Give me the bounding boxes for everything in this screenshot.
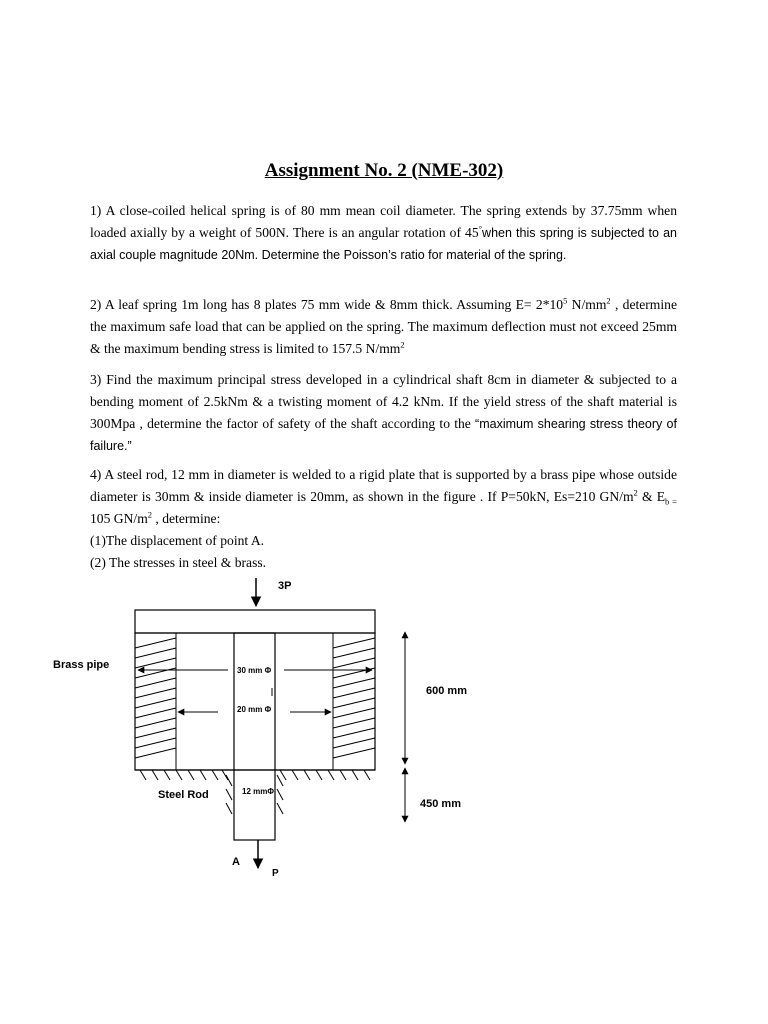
- brass-pipe-figure: [40, 570, 500, 890]
- left-wall-hatch: [135, 638, 176, 758]
- outer-dia-label: 30 mm Φ: [237, 666, 272, 675]
- exponent: 2: [400, 339, 405, 350]
- page-title: Assignment No. 2 (NME-302): [264, 160, 504, 181]
- rigid-plate: [135, 610, 375, 633]
- question-3-quote: “maximum shearing stress theory of failure.”: [90, 417, 677, 453]
- top-load-label: 3P: [278, 580, 292, 592]
- pipe-length-label: 600 mm: [426, 685, 467, 697]
- question-2-text-cont: , determine the maximum safe load that can be applied on the spring. The maximum deflection must not exceed 25mm & the maximum bending stress is limited to 157.5 N/mm: [90, 297, 677, 356]
- rod-length-label: 450 mm: [420, 798, 461, 810]
- question-4-text-cont: , determine:: [152, 511, 221, 526]
- question-3-text: 3) Find the maximum principal stress developed in a cylindrical shaft 8cm in diameter & subjected to a bending moment of 2.5kNm & a twisting moment of 4.2 kNm. If the yield stress of the shaft material is 300Mpa , determine the factor of safety of the shaft according to the: [90, 372, 677, 431]
- bottom-load-label: P: [272, 868, 279, 879]
- question-4: [90, 464, 677, 574]
- question-2-unit: N/mm: [567, 297, 607, 312]
- question-4-text: 4) A steel rod, 12 mm in diameter is welded to a rigid plate that is supported by a brass pipe whose outside diameter is 30mm & inside diameter is 20mm, as shown in the figure . If P=50kN, Es=210 GN/m: [90, 467, 677, 504]
- exponent: 2: [606, 295, 611, 306]
- exponent: 2: [147, 509, 153, 520]
- question-4-text-cont: & E: [637, 489, 666, 504]
- question-4-text-cont: 105 GN/m: [90, 511, 148, 526]
- question-4-item-1: (1)The displacement of point A.: [90, 533, 265, 548]
- exponent: 5: [563, 295, 568, 306]
- question-1-text-cont: when this spring is subjected to an axial couple magnitude 20Nm. Determine the Poisson’s ratio for material of the spring.: [90, 226, 677, 262]
- inner-dia-label: 20 mm Φ: [237, 705, 272, 714]
- steel-rod-label: Steel Rod: [158, 789, 209, 801]
- question-2: [90, 294, 677, 360]
- ground-hatch: [140, 770, 370, 780]
- question-1: [90, 200, 677, 266]
- brass-pipe-label: Brass pipe: [53, 659, 110, 671]
- question-4-item-2: (2) The stresses in steel & brass.: [90, 555, 267, 570]
- subscript: b =: [665, 496, 677, 507]
- question-2-text: 2) A leaf spring 1m long has 8 plates 75 mm wide & 8mm thick. Assuming E= 2*10: [90, 297, 564, 312]
- exponent: 2: [633, 487, 638, 498]
- point-a-label: A: [232, 856, 240, 868]
- steel-rod: [234, 633, 275, 840]
- right-wall-hatch: [333, 638, 375, 758]
- question-1-text: 1) A close-coiled helical spring is of 80 mm mean coil diameter. The spring extends by 37.75mm when loaded axially by a weight of 500N. There is an angular rotation of 45: [90, 203, 677, 240]
- rod-dia-label: 12 mmΦ: [242, 787, 274, 796]
- degree-sign: °: [478, 223, 483, 234]
- question-3: [90, 369, 677, 457]
